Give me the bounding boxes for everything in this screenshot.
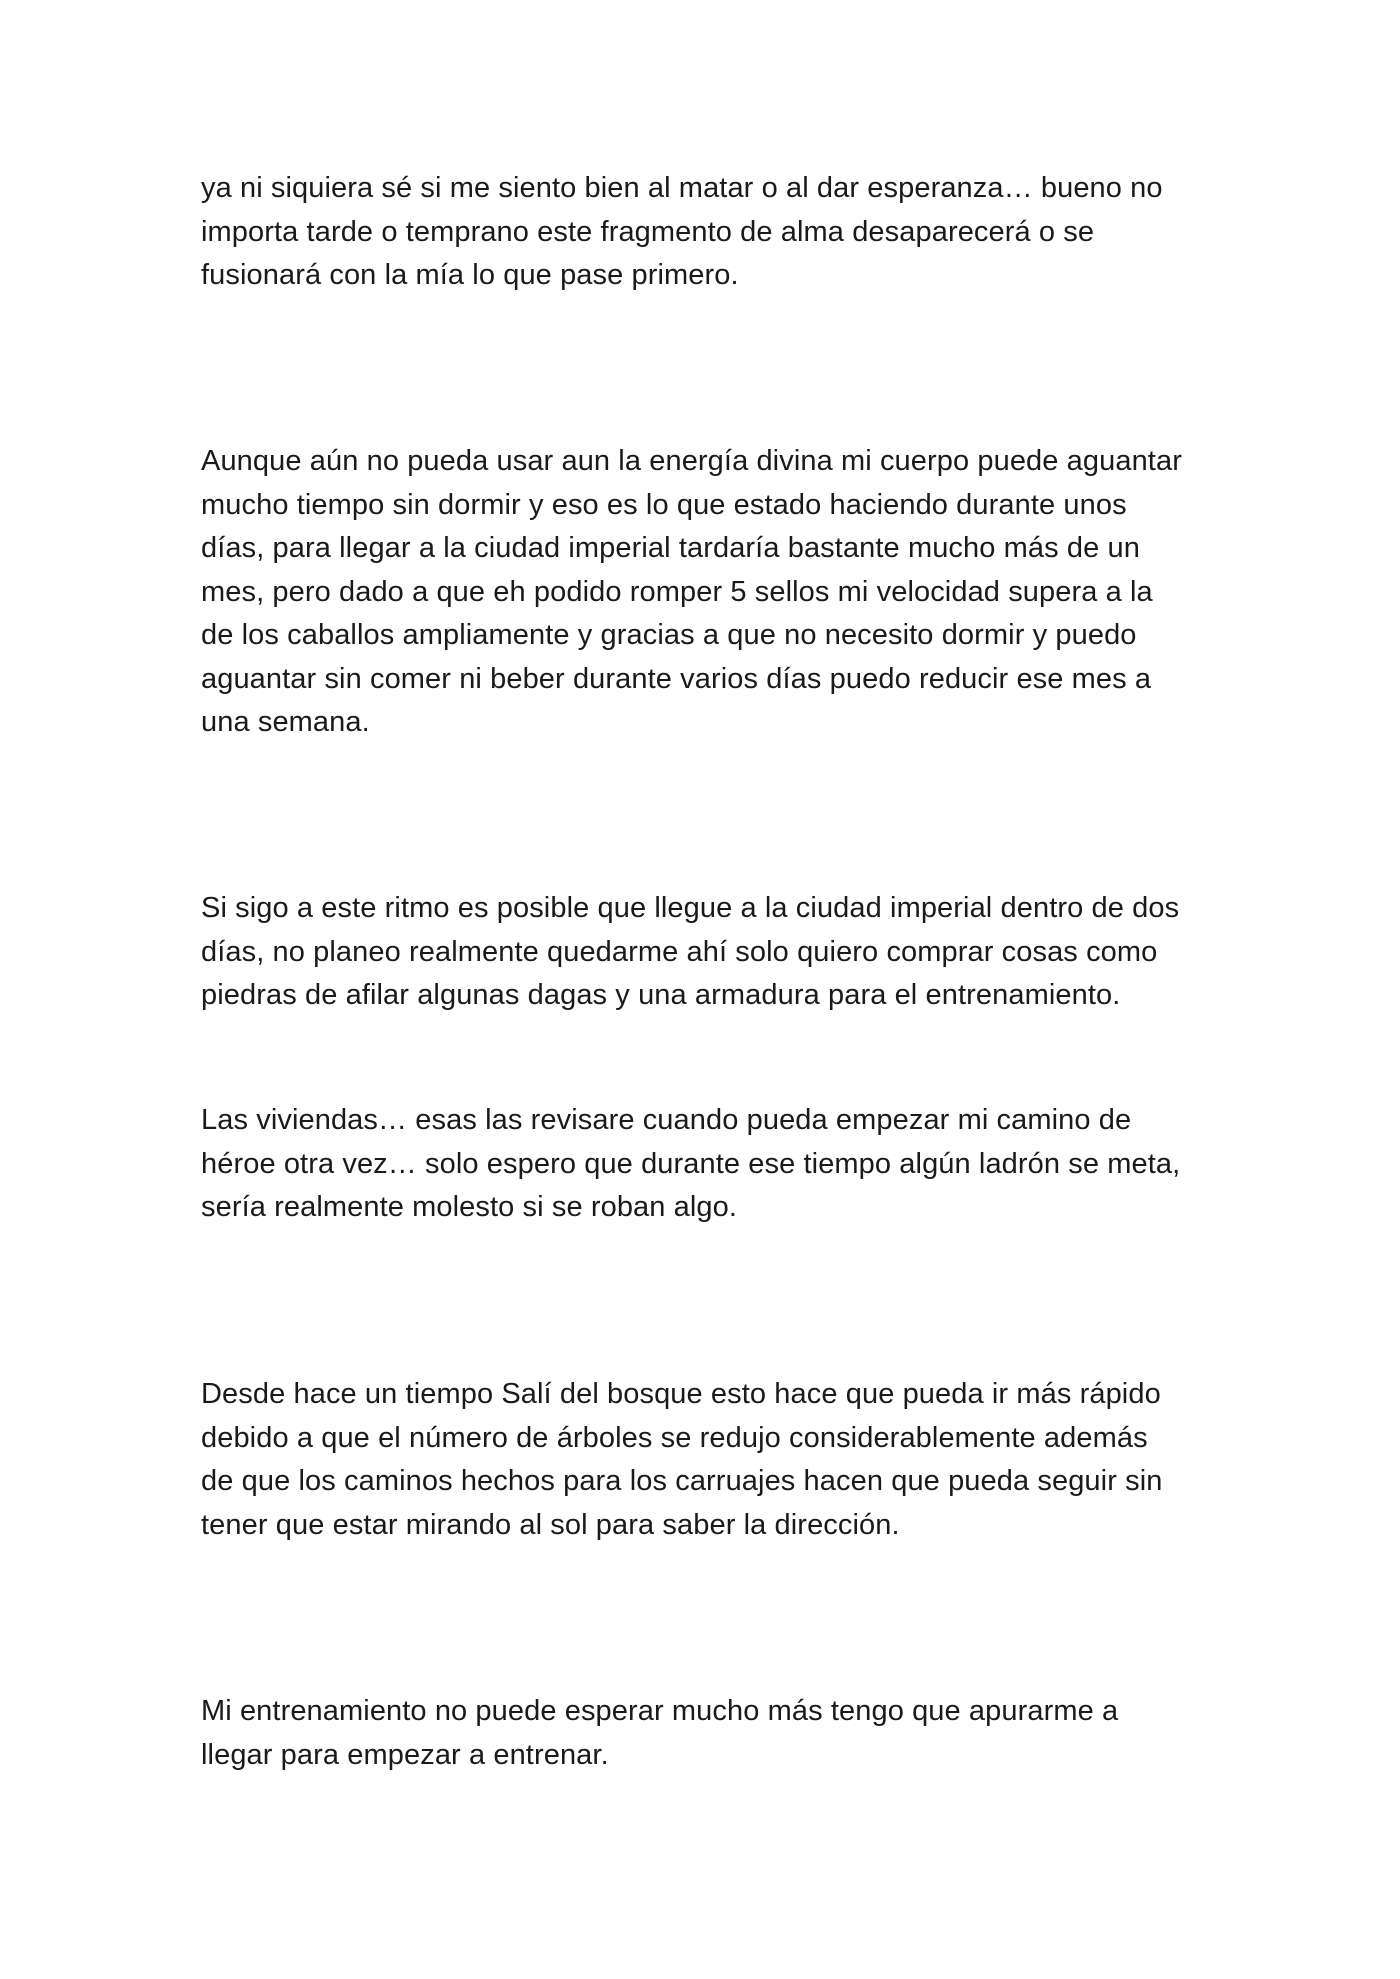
paragraph-line: sería realmente molesto si se roban algo. bbox=[201, 1191, 738, 1223]
paragraph-line: Desde hace un tiempo Salí del bosque esto hace que pueda ir más rápido bbox=[201, 1378, 1161, 1410]
paragraph-line: Mi entrenamiento no puede esperar mucho más tengo que apurarme a bbox=[201, 1695, 1119, 1727]
paragraph-line: héroe otra vez… solo espero que durante ese tiempo algún ladrón se meta, bbox=[201, 1147, 1181, 1180]
paragraph-2 bbox=[201, 440, 1201, 745]
paragraph-line: mucho tiempo sin dormir y eso es lo que estado haciendo durante unos bbox=[201, 488, 1127, 521]
paragraph-line: debido a que el número de árboles se redujo considerablemente además bbox=[201, 1421, 1148, 1454]
paragraph-5 bbox=[201, 1373, 1201, 1547]
paragraph-1 bbox=[201, 167, 1201, 298]
paragraph-line: tener que estar mirando al sol para saber la dirección. bbox=[201, 1508, 900, 1541]
paragraph-6 bbox=[201, 1690, 1201, 1777]
paragraph-line: de que los caminos hechos para los carruajes hacen que pueda seguir sin bbox=[201, 1465, 1163, 1497]
paragraph-line: ya ni siquiera sé si me siento bien al matar o al dar esperanza… bueno no bbox=[201, 172, 1163, 204]
paragraph-line: aguantar sin comer ni beber durante varios días puedo reducir ese mes a bbox=[201, 662, 1152, 695]
paragraph-line: días, no planeo realmente quedarme ahí solo quiero comprar cosas como bbox=[201, 935, 1158, 968]
paragraph-line: días, para llegar a la ciudad imperial tardaría bastante mucho más de un bbox=[201, 532, 1140, 564]
paragraph-3 bbox=[201, 887, 1201, 1018]
paragraph-line: Aunque aún no pueda usar aun la energía divina mi cuerpo puede aguantar bbox=[201, 445, 1182, 477]
paragraph-line: mes, pero dado a que eh podido romper 5 sellos mi velocidad supera a la bbox=[201, 575, 1153, 608]
paragraph-line: Si sigo a este ritmo es posible que llegue a la ciudad imperial dentro de dos bbox=[201, 892, 1180, 924]
paragraph-line: fusionará con la mía lo que pase primero. bbox=[201, 259, 739, 291]
paragraph-line: piedras de afilar algunas dagas y una armadura para el entrenamiento. bbox=[201, 979, 1121, 1011]
paragraph-4 bbox=[201, 1099, 1201, 1230]
paragraph-line: importa tarde o temprano este fragmento de alma desaparecerá o se bbox=[201, 215, 1095, 248]
paragraph-line: Las viviendas… esas las revisare cuando pueda empezar mi camino de bbox=[201, 1104, 1132, 1136]
paragraph-line: una semana. bbox=[201, 706, 370, 738]
paragraph-line: de los caballos ampliamente y gracias a que no necesito dormir y puedo bbox=[201, 619, 1137, 651]
paragraph-line: llegar para empezar a entrenar. bbox=[201, 1738, 609, 1771]
